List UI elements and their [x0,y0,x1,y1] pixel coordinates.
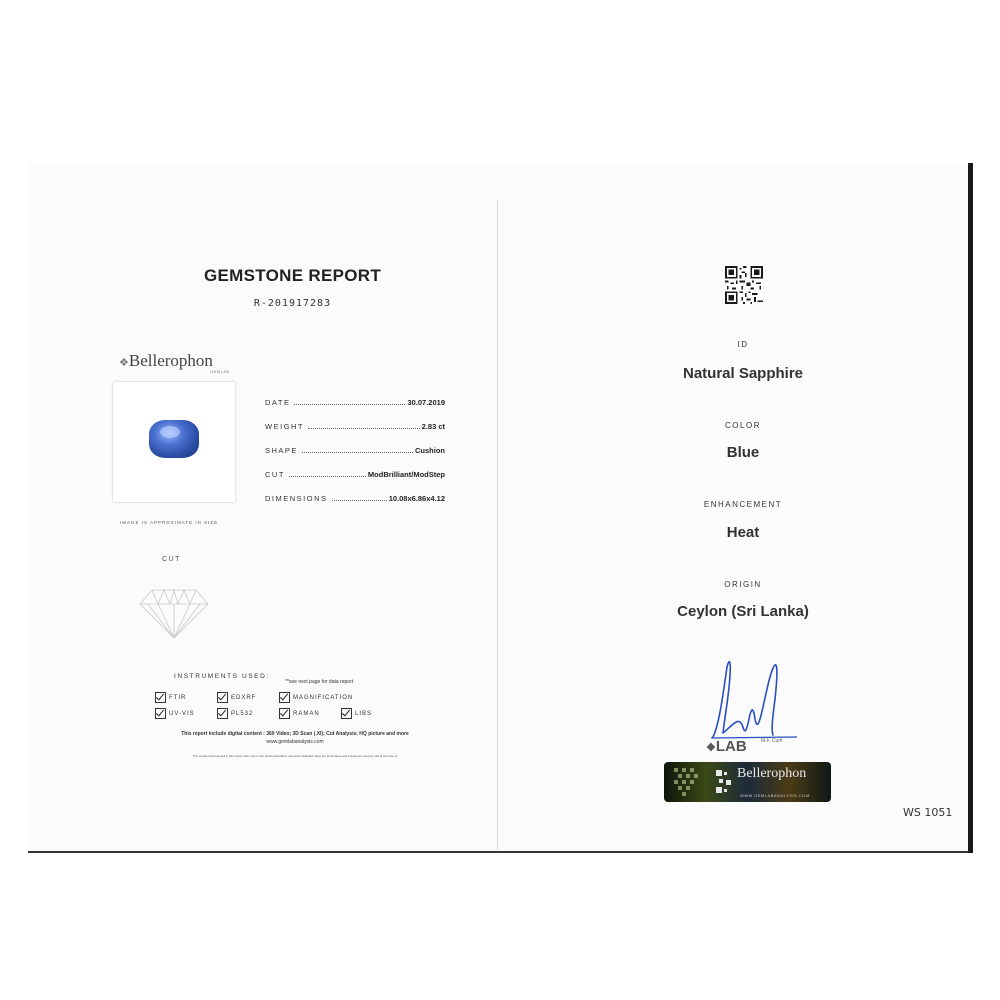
field-value-id: Natural Sapphire [682,365,804,382]
detail-row-shape [265,446,445,458]
dot-leader [302,452,413,453]
instrument-label: FTIR [169,694,187,701]
report-number: R-201917283 [253,298,332,309]
instrument-ftir [155,692,186,703]
page-fold-line [497,200,498,850]
brand-logo [119,351,213,371]
instrument-label: LIBS [355,710,373,717]
instrument-magnification [279,692,353,703]
detail-value: 2.83 ct [421,422,445,431]
field-label-color: COLOR [725,421,761,430]
checkbox-checked-icon [217,692,228,703]
detail-row-weight [265,422,445,434]
image-caption: IMAGE IS APPROXIMATE IN SIZE [120,520,219,525]
diamond-cut-diagram [138,588,210,640]
checkbox-checked-icon [155,708,166,719]
lab-logo [706,738,747,755]
signature [705,655,805,745]
detail-row-dimensions [265,494,445,506]
brand-mark-icon: ❖ [119,357,129,369]
field-label-enhancement: ENHANCEMENT [703,500,783,509]
instrument-label: RAMAN [293,710,320,717]
field-label-id: ID [737,340,749,349]
instrument-label: UV-VIS [169,710,195,717]
checkbox-checked-icon [279,708,290,719]
instrument-libs [341,708,372,719]
cut-diagram-label: CUT [162,556,181,563]
detail-label: SHAPE [265,446,298,455]
instrument-label: PL532 [231,710,254,717]
detail-value: 10.08x6.86x4.12 [388,494,445,503]
hologram-url: WWW.GEMLABANALYSIS.COM [740,793,810,798]
instruments-note: **see next page for data report [285,679,354,685]
scan-edge [968,163,973,853]
disclaimer: The results documented in this report refer only to the article described, and were obtained using the techniques and equipment used by GM at the time of [192,754,398,758]
instruments-title: INSTRUMENTS USED: [174,673,270,680]
detail-row-date [265,398,445,410]
field-label-origin: ORIGIN [724,580,762,589]
field-value-enhancement: Heat [726,524,760,541]
qr-code-icon[interactable] [725,266,763,304]
dot-leader [294,404,405,405]
detail-value: ModBrilliant/ModStep [367,470,445,479]
field-value-origin: Ceylon (Sri Lanka) [677,603,809,620]
handwritten-stamp: WS 1051 [903,806,953,819]
detail-row-cut [265,470,445,482]
instrument-label: MAGNIFICATION [293,694,354,701]
hologram-brand: Bellerophon [737,766,807,781]
lab-logo-text: LAB [715,738,747,755]
detail-label: DIMENSIONS [265,494,328,503]
brand-name: Bellerophon [128,351,213,370]
website-link[interactable]: www.gemlabanalysis.com [266,739,324,745]
dot-leader [308,428,420,429]
detail-label: CUT [265,470,285,479]
lab-person: M.F. Curti [761,738,783,744]
instrument-raman [279,708,320,719]
detail-value: 30.07.2019 [407,398,445,407]
detail-value: Cushion [415,446,445,455]
checkbox-checked-icon [155,692,166,703]
dot-leader [289,476,366,477]
checkbox-checked-icon [217,708,228,719]
instrument-label: EDXRF [231,694,257,701]
digital-content-note: This report include digital content : 360 Video; 3D Scan (.XI); Cut Analysis; HQ picture and more [181,731,409,737]
detail-label: WEIGHT [265,422,304,431]
field-value-color: Blue [726,444,760,461]
brand-subtitle: GEMLAB [210,369,230,374]
checkbox-checked-icon [341,708,352,719]
dot-leader [332,500,387,501]
instrument-uv-vis [155,708,195,719]
gem-highlight [160,426,180,438]
report-title: GEMSTONE REPORT [203,266,382,285]
lab-logo-icon: ❖ [706,742,716,754]
instrument-pl532 [217,708,253,719]
detail-label: DATE [265,398,291,407]
checkbox-checked-icon [279,692,290,703]
instrument-edxrf [217,692,256,703]
